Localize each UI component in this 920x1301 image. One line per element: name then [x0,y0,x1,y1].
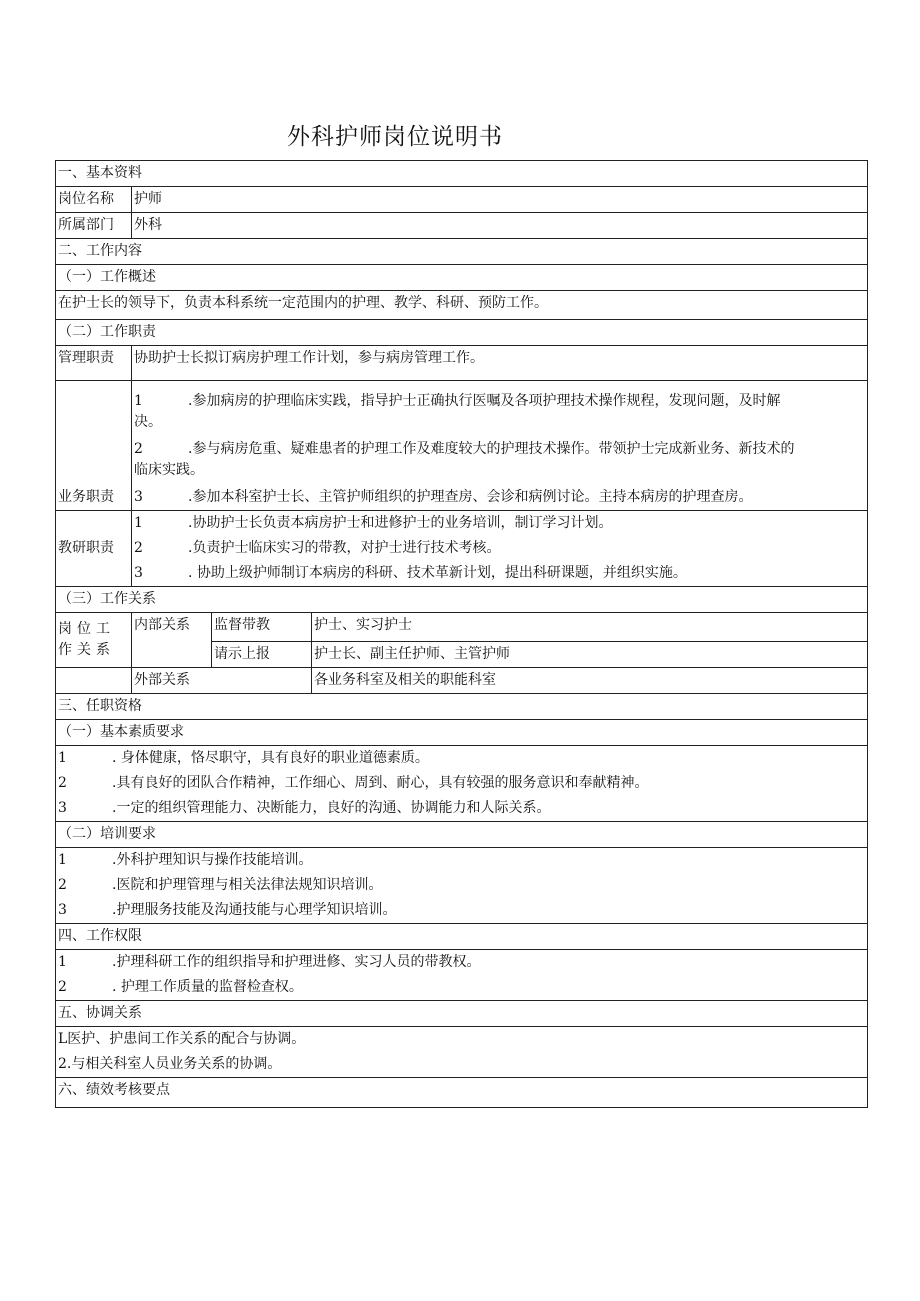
list-item: 1 .外科护理知识与操作技能培训。 [58,852,313,868]
table-row [56,924,868,950]
list-item: 3 . 协助上级护师制订本病房的科研、技术革新计划，提出科研课题，并组织实施。 [134,565,687,581]
internal-label: 内部关系 [132,613,212,668]
table-row [56,381,868,511]
basic-quality-heading: （一）基本素质要求 [56,720,868,746]
basic-quality-items [56,746,868,822]
section-heading-coordination: 五、协调关系 [56,1001,868,1027]
overview-text: 在护士长的领导下，负责本科系统一定范围内的护理、教学、科研、预防工作。 [56,291,868,320]
table-row [56,187,868,213]
list-item: 2 .医院和护理管理与相关法律法规知识培训。 [58,877,383,893]
supervise-value: 护士、实习护士 [312,613,868,642]
section-heading-authority: 四、工作权限 [56,924,868,950]
report-value: 护士长、副主任护师、主管护师 [312,642,868,668]
supervise-label: 监督带教 [212,613,312,642]
position-label: 岗位名称 [56,187,132,213]
table-row [56,848,868,924]
table-row [56,613,868,642]
table-row [56,239,868,265]
list-item: 2 .参与病房危重、疑难患者的护理工作及难度较大的护理技术操作。带领护士完成新业务、新技术的 [134,441,795,457]
report-label: 请示上报 [212,642,312,668]
section-heading-work-content: 二、工作内容 [56,239,868,265]
table-row [56,511,868,587]
external-value: 各业务科室及相关的职能科室 [312,668,868,694]
section-heading-basic-info: 一、基本资料 [56,161,868,187]
management-text: 协助护士长拟订病房护理工作计划，参与病房管理工作。 [132,346,868,381]
list-item: 1 . 身体健康，恪尽职守，具有良好的职业道德素质。 [58,750,429,766]
list-item: 1 .协助护士长负责本病房护士和进修护士的业务培训，制订学习计划。 [134,515,613,531]
list-item: 1 .参加病房的护理临床实践，指导护士正确执行医嘱及各项护理技术操作规程，发现问题，及时解 [134,393,781,409]
list-item: 3 .一定的组织管理能力、决断能力，良好的沟通、协调能力和人际关系。 [58,800,551,816]
table-row [56,1027,868,1078]
list-item: 2 .负责护士临床实习的带教，对护士进行技术考核。 [134,540,501,556]
table-row [56,587,868,613]
table-row [56,213,868,239]
teaching-items [132,511,868,587]
external-label: 外部关系 [132,668,312,694]
table-row [56,320,868,346]
business-items: 1 .参加病房的护理临床实践，指导护士正确执行医嘱及各项护理技术操作规程，发现问题，及时解 决。 2 .参与病房危重、疑难患者的护理工作及难度较大的护理技术操作。带领护士完成新业务、新技术的 临床实践。 3 .参加本科室护士长、主管护师组织的护理查房、会诊和病例讨论。主持本病房的护理查房。 [132,381,868,511]
relations-label: 岗位工作关系 [56,613,132,668]
business-label: 业务职责 [56,381,132,511]
job-description-table [55,160,868,1108]
management-label: 管理职责 [56,346,132,381]
coordination-items [56,1027,868,1078]
list-item: 3 .护理服务技能及沟通技能与心理学知识培训。 [58,902,397,918]
table-row [56,822,868,848]
list-item: L医护、护患间工作关系的配合与协调。 [58,1031,306,1047]
table-row [56,668,868,694]
section-heading-qualifications: 三、任职资格 [56,694,868,720]
overview-heading: （一）工作概述 [56,265,868,291]
section-heading-performance: 六、绩效考核要点 [56,1078,868,1108]
position-value: 护师 [132,187,868,213]
list-item: 2 .具有良好的团队合作精神，工作细心、周到、耐心，具有较强的服务意识和奉献精神。 [58,775,649,791]
list-item: 2 . 护理工作质量的监督检查权。 [58,979,303,995]
table-row [56,694,868,720]
table-row [56,161,868,187]
duties-heading: （二）工作职责 [56,320,868,346]
list-item: 1 .护理科研工作的组织指导和护理进修、实习人员的带教权。 [58,954,481,970]
authority-items [56,950,868,1001]
table-row [56,265,868,291]
table-row [56,1078,868,1108]
table-row [56,746,868,822]
training-heading: （二）培训要求 [56,822,868,848]
table-row [56,346,868,381]
relations-heading: （三）工作关系 [56,587,868,613]
teaching-label: 教研职责 [56,511,132,587]
table-row [56,1001,868,1027]
table-row [56,720,868,746]
training-items [56,848,868,924]
dept-label: 所属部门 [56,213,132,239]
table-row [56,291,868,320]
dept-value: 外科 [132,213,868,239]
page-title: 外科护师岗位说明书 [287,124,503,150]
list-item: 3 .参加本科室护士长、主管护师组织的护理查房、会诊和病例讨论。主持本病房的护理查房。 [134,489,753,505]
table-row [56,950,868,1001]
list-item: 2.与相关科室人员业务关系的协调。 [58,1056,282,1072]
